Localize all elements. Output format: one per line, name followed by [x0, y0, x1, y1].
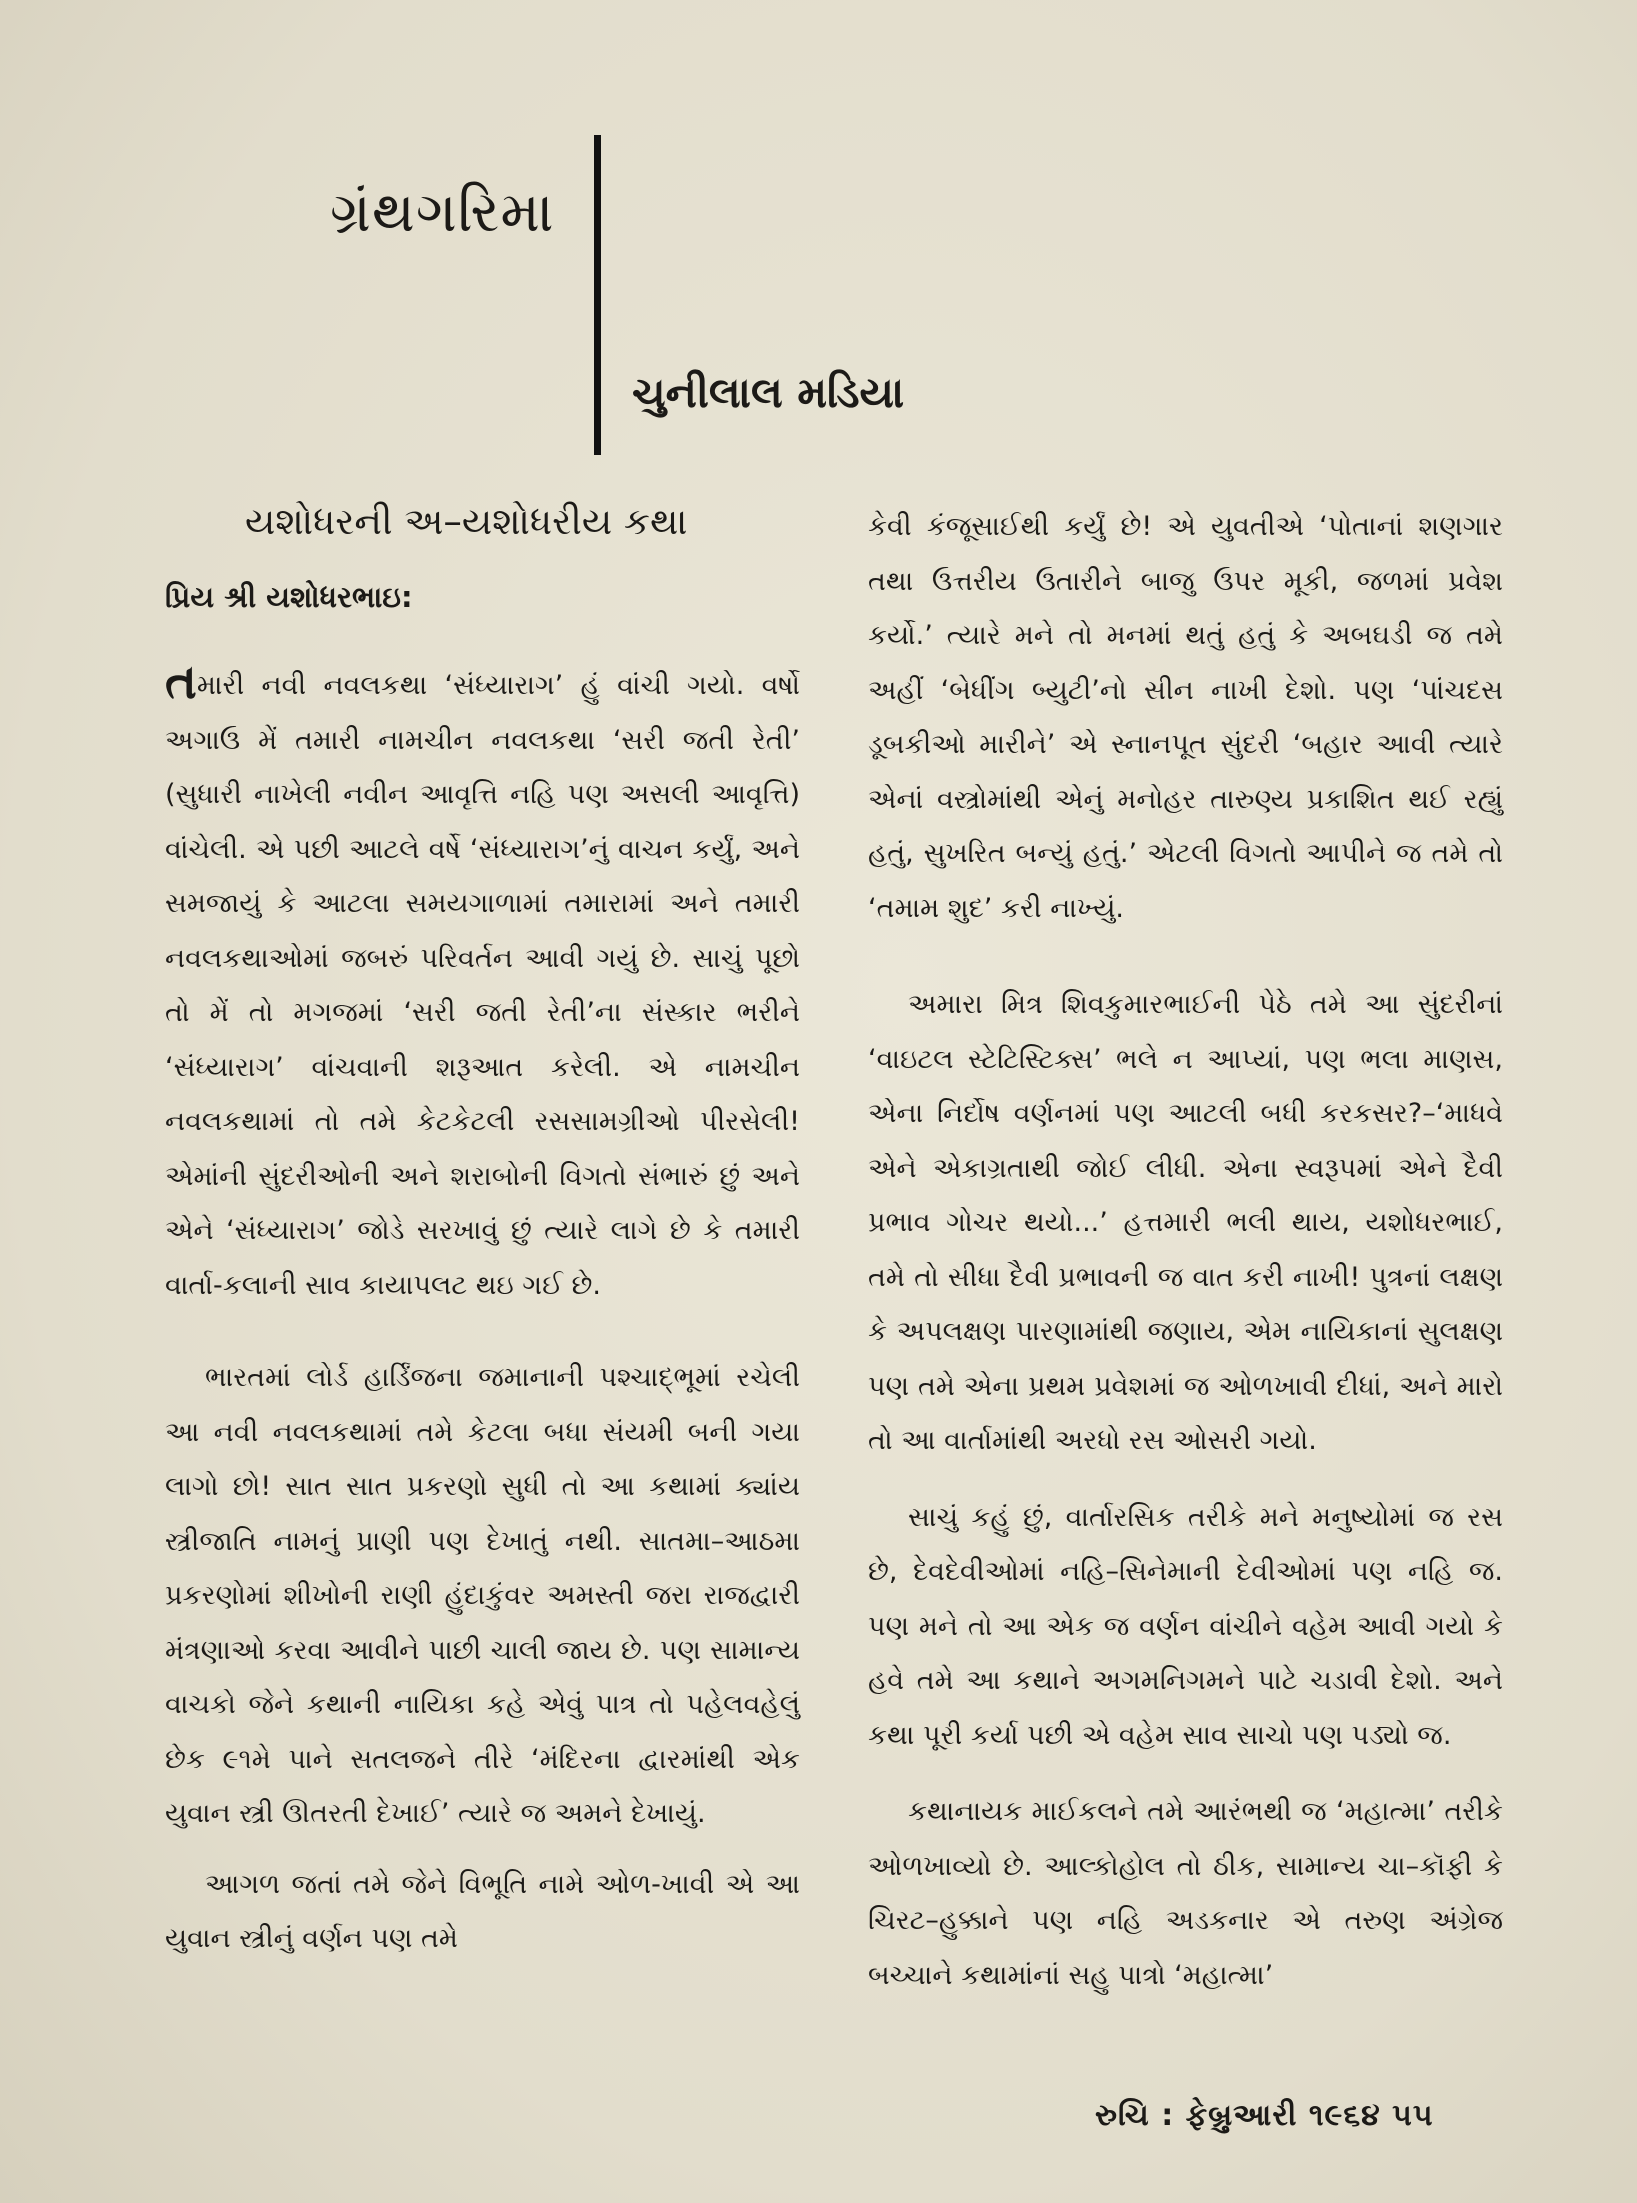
article-title: યશોધરની અ–યશોધરીય કથા — [245, 500, 688, 543]
paragraph: સાચું કહું છું, વાર્તારસિક તરીકે મને મનુષ્યોમાં જ રસ છે, દેવદેવીઓમાં નહિ–સિનેમાની દેવીઓમાં પણ નહિ જ. પણ મને તો આ એક જ વર્ણન વાંચીને વહેમ આવી ગયો કે હવે તમે આ કથાને અગમનિગમને પાટે ચડાવી દેશો. અને કથા પૂરી કર્યા પછી એ વહેમ સાવ સાચો પણ પડ્યો જ. — [868, 1501, 1503, 1751]
running-footer: રુચિ : ફેબ્રુઆરી ૧૯૬૪ ૫૫ — [1095, 2098, 1434, 2133]
author-name: ચુનીલાલ મડિયા — [632, 368, 905, 417]
column-title: ગ્રંથગરિમા — [330, 180, 555, 245]
paragraph-text: મારી નવી નવલકથા ‘સંધ્યારાગ’ હું વાંચી ગયો. વર્ષો અગાઉ મેં તમારી નામચીન નવલકથા ‘સરી જતી રેતી’ (સુધારી નાખેલી નવીન આવૃત્તિ નહિ પણ અસલી આવૃત્તિ) વાંચેલી. એ પછી આટલે વર્ષે ‘સંધ્યારાગ’નું વાચન કર્યું, અને સમજાયું કે આટલા સમયગાળામાં તમારામાં અને તમારી નવલકથાઓમાં જબરું પરિવર્તન આવી ગયું છે. સાચું પૂછો તો મેં તો મગજમાં ‘સરી જતી રેતી’ના સંસ્કાર ભરીને ‘સંધ્યારાગ’ વાંચવાની શરૂઆત કરેલી. એ નામચીન નવલકથામાં તો તમે કેટકેટલી રસસામગ્રીઓ પીરસેલી! એમાંની સુંદરીઓની અને શરાબોની વિગતો સંભારું છું અને એને ‘સંધ્યારાગ’ જોડે સરખાવું છું ત્યારે લાગે છે કે તમારી વાર્તા-કલાની સાવ કાયાપલટ થઇ ગઈ છે. — [165, 670, 800, 1301]
paragraph: અમારા મિત્ર શિવકુમારભાઈની પેઠે તમે આ સુંદરીનાં ‘વાઇટલ સ્ટેટિસ્ટિક્સ’ ભલે ન આપ્યાં, પણ ભલા માણસ, એના નિર્દોષ વર્ણનમાં પણ આટલી બધી કરકસર?–‘માધવે એને એકાગ્રતાથી જોઈ લીધી. એના સ્વરૂપમાં એને દૈવી પ્રભાવ ગોચર થયો...’ હત્તમારી ભલી થાય, યશોધરભાઈ, તમે તો સીધા દૈવી પ્રભાવની જ વાત કરી નાખી! પુત્રનાં લક્ષણ કે અપલક્ષણ પારણામાંથી જણાય, એમ નાયિકાનાં સુલક્ષણ પણ તમે એના પ્રથમ પ્રવેશમાં જ ઓળખાવી દીધાં, અને મારો તો આ વાર્તામાંથી અરધો રસ ઓસરી ગયો. — [868, 989, 1503, 1456]
paragraph: ભારતમાં લોર્ડ હાર્ડિંજના જમાનાની પશ્ચાદ્ભૂમાં રચેલી આ નવી નવલકથામાં તમે કેટલા બધા સંયમી બની ગયા લાગો છો! સાત સાત પ્રકરણો સુધી તો આ કથામાં ક્યાંય સ્ત્રીજાતિ નામનું પ્રાણી પણ દેખાતું નથી. સાતમા–આઠમા પ્રકરણોમાં શીખોની રાણી હુંદાકુંવર અમસ્તી જરા રાજદ્વારી મંત્રણાઓ કરવા આવીને પાછી ચાલી જાય છે. પણ સામાન્ય વાચકો જેને કથાની નાયિકા કહે એવું પાત્ર તો પહેલવહેલું છેક ૯૧મે પાને સતલજને તીરે ‘મંદિરના દ્વારમાંથી એક યુવાન સ્ત્રી ઊતરતી દેખાઈ’ ત્યારે જ અમને દેખાયું. — [165, 1362, 800, 1829]
paragraph: કથાનાયક માઈકલને તમે આરંભથી જ ‘મહાત્મા’ તરીકે ઓળખાવ્યો છે. આલ્કોહોલ તો ઠીક, સામાન્ય ચા–કૉફી કે ચિરટ–હુક્કાને પણ નહિ અડકનાર એ તરુણ અંગ્રેજ બચ્ચાને કથામાંનાં સહુ પાત્રો ‘મહાત્મા’ — [868, 1796, 1503, 1991]
salutation: પ્રિય શ્રી યશોધરભાઇ: — [165, 580, 413, 614]
paragraph: કેવી કંજૂસાઈથી કર્યું છે! એ યુવતીએ ‘પોતાનાં શણગાર તથા ઉત્તરીય ઉતારીને બાજુ ઉપર મૂકી, જળમાં પ્રવેશ કર્યો.’ ત્યારે મને તો મનમાં થતું હતું કે અબઘડી જ તમે અહીં ‘બેધીંગ બ્યુટી’નો સીન નાખી દેશો. પણ ‘પાંચદસ ડૂબકીઓ મારીને’ એ સ્નાનપૂત સુંદરી ‘બહાર આવી ત્યારે એનાં વસ્ત્રોમાંથી એનું મનોહર તારુણ્ય પ્રકાશિત થઈ રહ્યું હતું, સુખરિત બન્યું હતું.’ એટલી વિગતો આપીને જ તમે તો ‘તમામ શુદ’ કરી નાખ્યું. — [868, 511, 1503, 924]
drop-cap: ત — [165, 654, 197, 710]
left-column — [165, 654, 800, 1967]
right-column — [868, 500, 1503, 2003]
vertical-rule — [594, 135, 601, 455]
paragraph: આગળ જતાં તમે જેને વિભૂતિ નામે ઓળ-ખાવી એ આ યુવાન સ્ત્રીનું વર્ણન પણ તમે — [165, 1868, 800, 1954]
paragraph — [165, 654, 800, 1313]
